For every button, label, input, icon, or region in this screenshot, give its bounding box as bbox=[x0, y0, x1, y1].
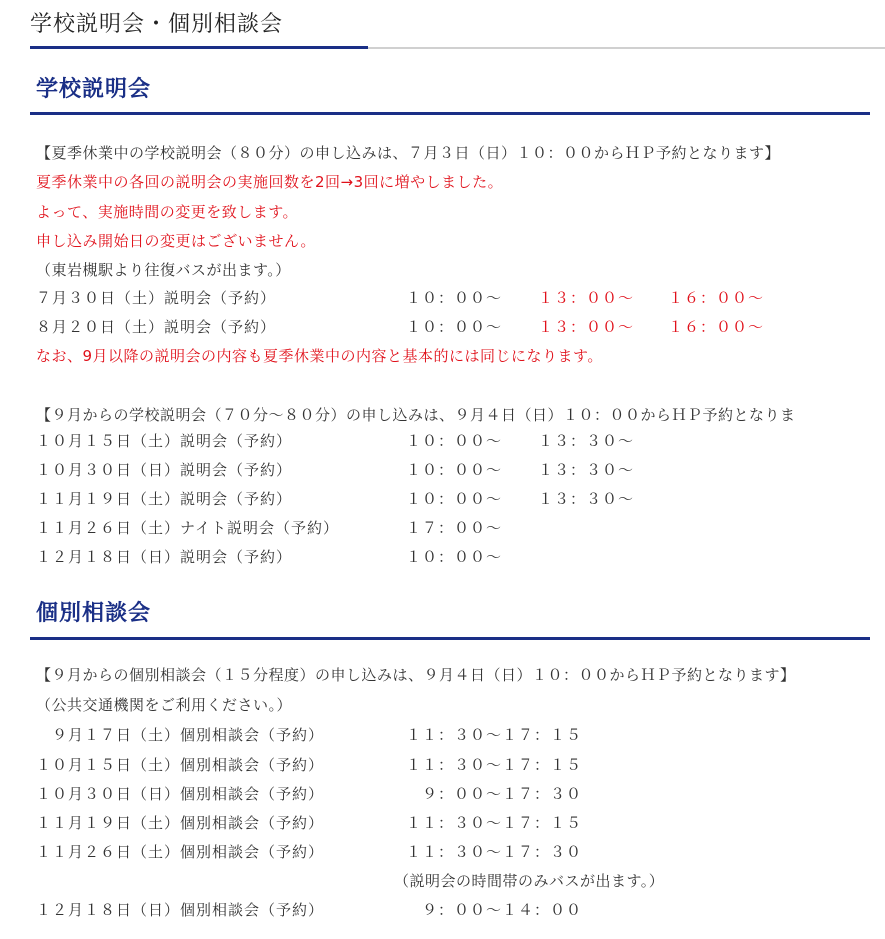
section-title-consult: 個別相談会 bbox=[36, 601, 152, 626]
summer-red-line-1: 夏季休業中の各回の説明会の実施回数を2回→3回に増やしました。 bbox=[36, 173, 504, 191]
section-rule-briefing bbox=[30, 112, 870, 115]
event-time-3: １６：００～ bbox=[668, 289, 765, 307]
event-time-1: １７：００～ bbox=[406, 519, 503, 537]
event-date: １０月１５日（土）説明会（予約） bbox=[36, 432, 293, 450]
event-time-range: ９：００～１４：００ bbox=[422, 901, 583, 919]
title-underline-rest bbox=[368, 47, 885, 49]
event-time-range: １１：３０～１７：３０ bbox=[406, 843, 583, 861]
section-title-briefing: 学校説明会 bbox=[36, 77, 152, 102]
page-title: 学校説明会・個別相談会 bbox=[30, 12, 284, 37]
event-time-2: １３：００～ bbox=[538, 289, 635, 307]
event-date: １０月３０日（日）個別相談会（予約） bbox=[36, 785, 325, 803]
summer-bus-note: （東岩槻駅より往復バスが出ます。） bbox=[36, 261, 291, 279]
event-date: １１月１９日（土）個別相談会（予約） bbox=[36, 814, 325, 832]
event-date: １０月１５日（土）個別相談会（予約） bbox=[36, 756, 325, 774]
event-date: １２月１８日（日）説明会（予約） bbox=[36, 548, 293, 566]
event-date: ８月２０日（土）説明会（予約） bbox=[36, 318, 277, 336]
event-time-range: １１：３０～１７：１５ bbox=[406, 726, 583, 744]
section-rule-consult bbox=[30, 637, 870, 640]
consult-notice: 【９月からの個別相談会（１５分程度）の申し込みは、９月４日（日）１０：００からＨＰ予約となります】 bbox=[36, 666, 796, 684]
event-date: １１月１９日（土）説明会（予約） bbox=[36, 490, 293, 508]
event-time-range: １１：３０～１７：１５ bbox=[406, 814, 583, 832]
summer-red-line-2: よって、実施時間の変更を致します。 bbox=[36, 203, 299, 221]
event-time-1: １０：００～ bbox=[406, 548, 503, 566]
summer-notice: 【夏季休業中の学校説明会（８０分）の申し込みは、７月３日（日）１０：００からＨＰ予約となります】 bbox=[36, 144, 781, 162]
autumn-notice: 【９月からの学校説明会（７０分～８０分）の申し込みは、９月４日（日）１０：００からＨＰ予約となりま bbox=[36, 406, 796, 424]
event-time-2: １３：３０～ bbox=[538, 432, 635, 450]
event-date: １１月２６日（土）ナイト説明会（予約） bbox=[36, 519, 339, 537]
event-time-1: １０：００～ bbox=[406, 490, 503, 508]
consult-bus-note: （説明会の時間帯のみバスが出ます。） bbox=[394, 872, 665, 890]
event-date: １２月１８日（日）個別相談会（予約） bbox=[36, 901, 325, 919]
event-date: １１月２６日（土）個別相談会（予約） bbox=[36, 843, 325, 861]
summer-red-line-3: 申し込み開始日の変更はございません。 bbox=[36, 232, 316, 250]
event-time-1: １０：００～ bbox=[406, 432, 503, 450]
event-time-2: １３：００～ bbox=[538, 318, 635, 336]
event-time-range: ９：００～１７：３０ bbox=[422, 785, 583, 803]
event-time-2: １３：３０～ bbox=[538, 461, 635, 479]
event-time-range: １１：３０～１７：１５ bbox=[406, 756, 583, 774]
title-underline-accent bbox=[30, 46, 368, 49]
event-time-2: １３：３０～ bbox=[538, 490, 635, 508]
event-time-1: １０：００～ bbox=[406, 318, 503, 336]
summer-closing-note: なお、9月以降の説明会の内容も夏季休業中の内容と基本的には同じになります。 bbox=[36, 347, 603, 365]
event-date: １０月３０日（日）説明会（予約） bbox=[36, 461, 293, 479]
event-date: ７月３０日（土）説明会（予約） bbox=[36, 289, 277, 307]
event-date: ９月１７日（土）個別相談会（予約） bbox=[36, 726, 325, 744]
consult-transport-note: （公共交通機関をご利用ください。） bbox=[36, 696, 293, 714]
event-time-3: １６：００～ bbox=[668, 318, 765, 336]
event-time-1: １０：００～ bbox=[406, 289, 503, 307]
event-time-1: １０：００～ bbox=[406, 461, 503, 479]
